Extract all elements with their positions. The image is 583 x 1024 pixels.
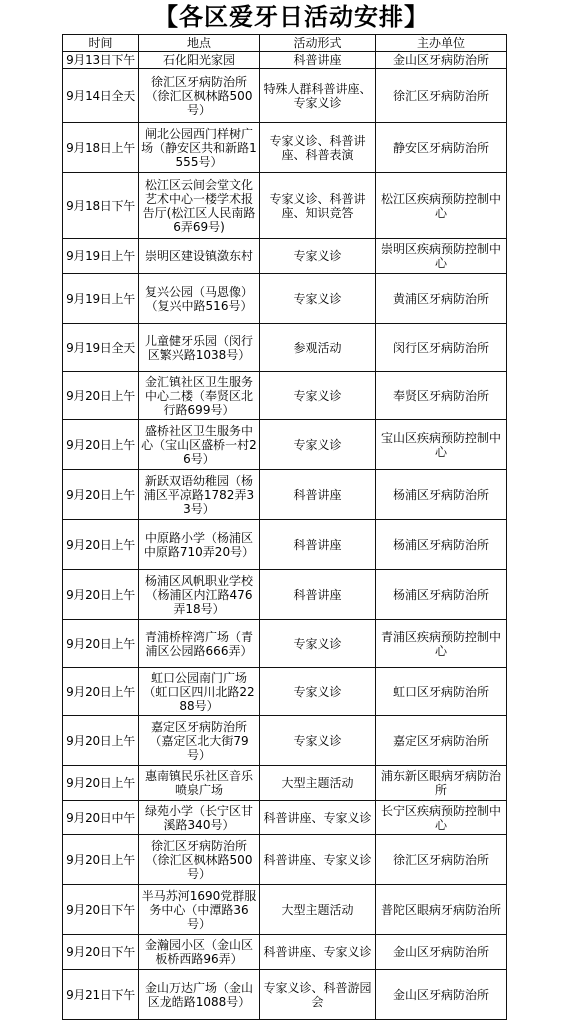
cell-place: 松江区云间会堂文化艺术中心一楼学术报告厅(松江区人民南路6弄69号): [139, 173, 260, 239]
cell-form: 专家义诊: [260, 420, 376, 470]
header-organizer: 主办单位: [376, 35, 507, 52]
cell-time: 9月20日上午: [63, 668, 139, 716]
cell-place: 盛桥社区卫生服务中心（宝山区盛桥一村26号）: [139, 420, 260, 470]
table-row: [63, 970, 507, 1020]
header-row: [63, 35, 507, 52]
table-row: [63, 324, 507, 372]
cell-form: 特殊人群科普讲座、专家义诊: [260, 69, 376, 123]
cell-time: 9月20日中午: [63, 801, 139, 835]
header-place: 地点: [139, 35, 260, 52]
table-row: [63, 274, 507, 324]
cell-place: 杨浦区风帆职业学校（杨浦区内江路476弄18号）: [139, 570, 260, 620]
table-row: [63, 835, 507, 885]
cell-organizer: 青浦区疾病预防控制中心: [376, 620, 507, 668]
cell-form: 专家义诊、科普游园会: [260, 970, 376, 1020]
cell-time: 9月13日下午: [63, 52, 139, 69]
cell-place: 虹口公园南门广场（虹口区四川北路2288号）: [139, 668, 260, 716]
cell-organizer: 虹口区牙病防治所: [376, 668, 507, 716]
cell-organizer: 杨浦区牙病防治所: [376, 520, 507, 570]
cell-place: 金瀚园小区（金山区板桥西路96弄）: [139, 935, 260, 970]
cell-time: 9月21日下午: [63, 970, 139, 1020]
cell-form: 参观活动: [260, 324, 376, 372]
table-row: [63, 123, 507, 173]
cell-organizer: 金山区牙病防治所: [376, 52, 507, 69]
header-time: 时间: [63, 35, 139, 52]
cell-place: 青浦桥梓湾广场（青浦区公园路666弄）: [139, 620, 260, 668]
cell-organizer: 金山区牙病防治所: [376, 935, 507, 970]
cell-place: 金汇镇社区卫生服务中心二楼（奉贤区北行路699号）: [139, 372, 260, 420]
cell-organizer: 杨浦区牙病防治所: [376, 470, 507, 520]
cell-place: 徐汇区牙病防治所（徐汇区枫林路500号）: [139, 69, 260, 123]
table-row: [63, 766, 507, 801]
cell-place: 闸北公园西门样树广场（静安区共和新路1555号）: [139, 123, 260, 173]
table-row: [63, 52, 507, 69]
cell-place: 惠南镇民乐社区音乐喷泉广场: [139, 766, 260, 801]
cell-time: 9月18日下午: [63, 173, 139, 239]
cell-form: 专家义诊、科普讲座、知识竞答: [260, 173, 376, 239]
cell-time: 9月20日上午: [63, 716, 139, 766]
table-row: [63, 935, 507, 970]
cell-time: 9月20日上午: [63, 372, 139, 420]
cell-time: 9月20日上午: [63, 835, 139, 885]
cell-organizer: 闵行区牙病防治所: [376, 324, 507, 372]
cell-organizer: 嘉定区牙病防治所: [376, 716, 507, 766]
cell-organizer: 徐汇区牙病防治所: [376, 69, 507, 123]
cell-place: 新跃双语幼稚园（杨浦区平凉路1782弄33号）: [139, 470, 260, 520]
table-row: [63, 668, 507, 716]
cell-place: 中原路小学（杨浦区中原路710弄20号）: [139, 520, 260, 570]
cell-form: 专家义诊: [260, 372, 376, 420]
cell-time: 9月20日上午: [63, 420, 139, 470]
table-row: [63, 420, 507, 470]
cell-organizer: 浦东新区眼病牙病防治所: [376, 766, 507, 801]
table-row: [63, 239, 507, 274]
cell-place: 徐汇区牙病防治所（徐汇区枫林路500号）: [139, 835, 260, 885]
cell-time: 9月20日上午: [63, 470, 139, 520]
cell-organizer: 黄浦区牙病防治所: [376, 274, 507, 324]
cell-organizer: 奉贤区牙病防治所: [376, 372, 507, 420]
cell-form: 科普讲座: [260, 470, 376, 520]
table-row: [63, 173, 507, 239]
cell-time: 9月19日上午: [63, 239, 139, 274]
cell-time: 9月18日上午: [63, 123, 139, 173]
cell-form: 科普讲座、专家义诊: [260, 835, 376, 885]
cell-place: 儿童健牙乐园（闵行区繁兴路1038号）: [139, 324, 260, 372]
header-form: 活动形式: [260, 35, 376, 52]
cell-form: 科普讲座、专家义诊: [260, 801, 376, 835]
table-row: [63, 570, 507, 620]
cell-form: 大型主题活动: [260, 885, 376, 935]
cell-organizer: 徐汇区牙病防治所: [376, 835, 507, 885]
cell-time: 9月20日下午: [63, 935, 139, 970]
cell-organizer: 松江区疾病预防控制中心: [376, 173, 507, 239]
cell-organizer: 普陀区眼病牙病防治所: [376, 885, 507, 935]
cell-form: 专家义诊: [260, 239, 376, 274]
table-row: [63, 801, 507, 835]
schedule-table: [62, 34, 507, 1020]
cell-organizer: 长宁区疾病预防控制中心: [376, 801, 507, 835]
cell-time: 9月20日上午: [63, 520, 139, 570]
cell-time: 9月20日上午: [63, 620, 139, 668]
cell-place: 金山万达广场（金山区龙皓路1088号）: [139, 970, 260, 1020]
cell-form: 大型主题活动: [260, 766, 376, 801]
cell-form: 专家义诊: [260, 620, 376, 668]
cell-place: 嘉定区牙病防治所（嘉定区北大街79号）: [139, 716, 260, 766]
cell-time: 9月14日全天: [63, 69, 139, 123]
cell-form: 专家义诊: [260, 716, 376, 766]
table-row: [63, 372, 507, 420]
cell-organizer: 杨浦区牙病防治所: [376, 570, 507, 620]
cell-place: 崇明区建设镇潋东村: [139, 239, 260, 274]
cell-form: 专家义诊: [260, 668, 376, 716]
table-row: [63, 520, 507, 570]
page-title: 【各区爱牙日活动安排】: [154, 3, 429, 31]
cell-form: 科普讲座、专家义诊: [260, 935, 376, 970]
cell-form: 科普讲座: [260, 520, 376, 570]
cell-time: 9月19日全天: [63, 324, 139, 372]
table-row: [63, 716, 507, 766]
cell-place: 复兴公园（马恩像）（复兴中路516号）: [139, 274, 260, 324]
cell-organizer: 崇明区疾病预防控制中心: [376, 239, 507, 274]
cell-place: 半马苏河1690党群服务中心（中潭路36号）: [139, 885, 260, 935]
cell-time: 9月20日上午: [63, 570, 139, 620]
cell-organizer: 静安区牙病防治所: [376, 123, 507, 173]
cell-form: 专家义诊: [260, 274, 376, 324]
cell-time: 9月19日上午: [63, 274, 139, 324]
cell-organizer: 宝山区疾病预防控制中心: [376, 420, 507, 470]
cell-time: 9月20日下午: [63, 885, 139, 935]
table-row: [63, 620, 507, 668]
cell-organizer: 金山区牙病防治所: [376, 970, 507, 1020]
cell-place: 石化阳光家园: [139, 52, 260, 69]
table-row: [63, 69, 507, 123]
cell-place: 绿苑小学（长宁区甘溪路340号）: [139, 801, 260, 835]
cell-form: 科普讲座: [260, 570, 376, 620]
table-row: [63, 470, 507, 520]
cell-form: 专家义诊、科普讲座、科普表演: [260, 123, 376, 173]
cell-time: 9月20日上午: [63, 766, 139, 801]
table-row: [63, 885, 507, 935]
cell-form: 科普讲座: [260, 52, 376, 69]
